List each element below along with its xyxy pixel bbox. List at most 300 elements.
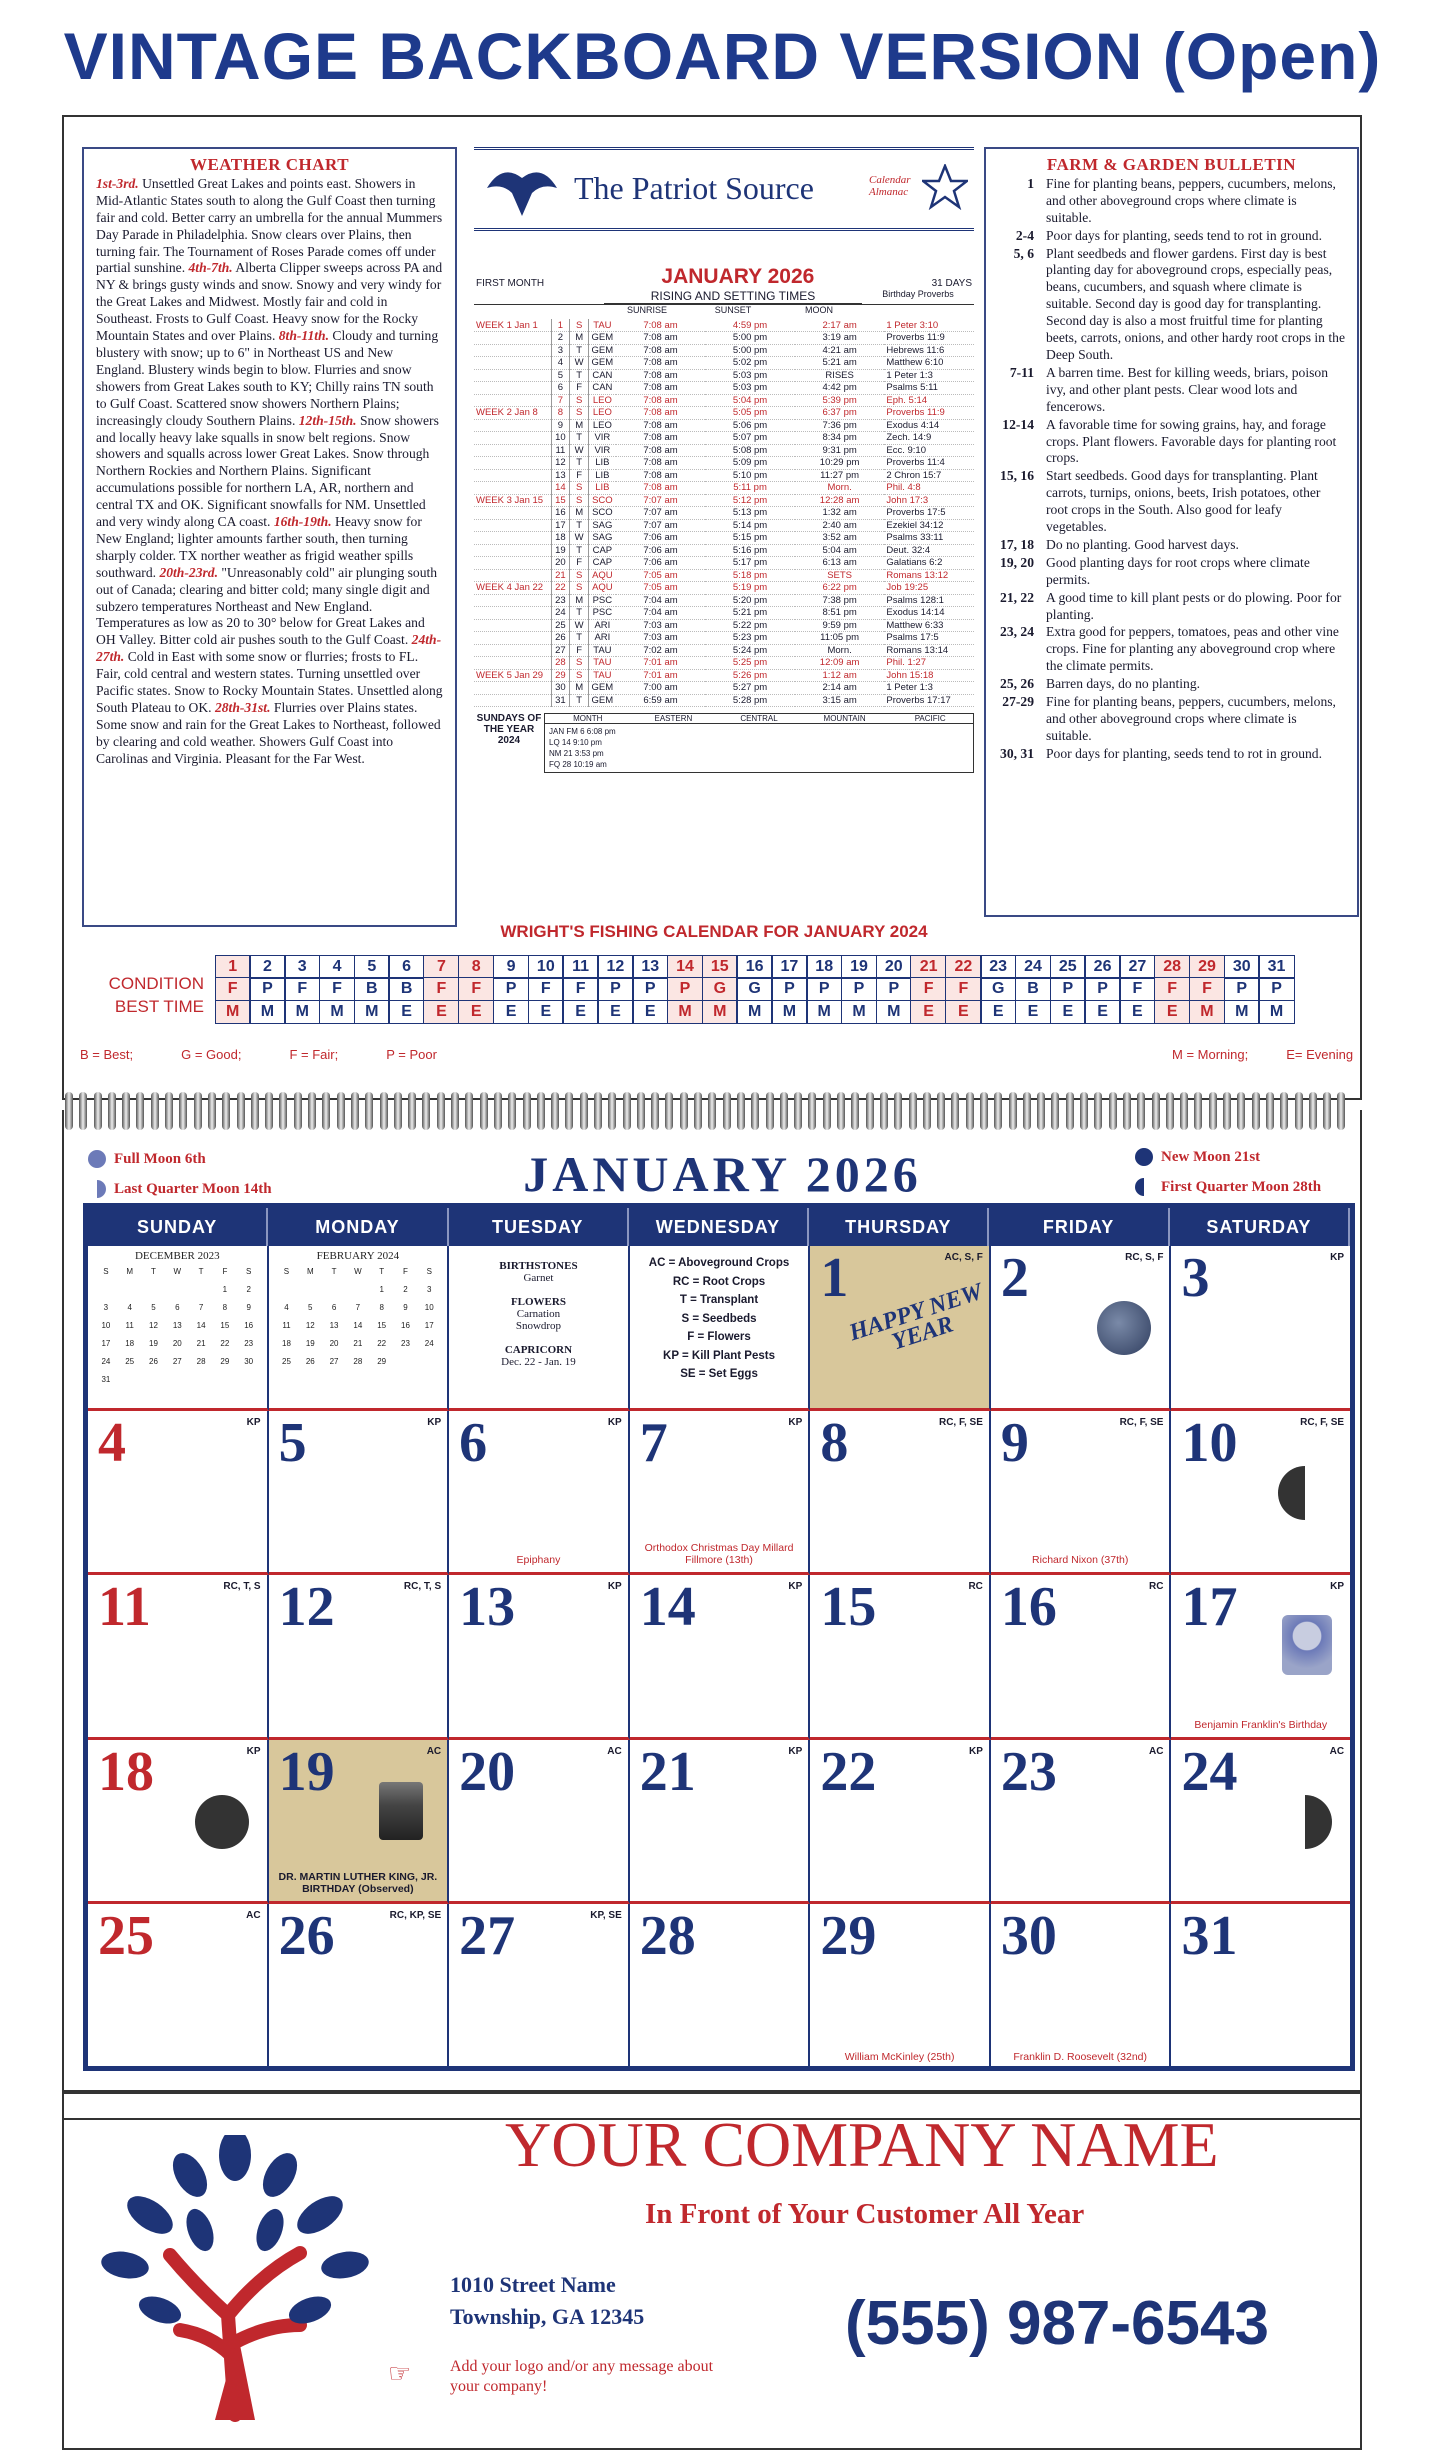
moon-phase-icon xyxy=(195,1795,249,1849)
mini-dow: M xyxy=(306,1266,314,1276)
fishing-day: 13 xyxy=(632,955,668,979)
farm-text: Barren days, do no planting. xyxy=(1046,676,1201,692)
mini-day: 8 xyxy=(222,1302,228,1312)
mini-day: 22 xyxy=(220,1338,230,1348)
farm-days: 27-29 xyxy=(1002,694,1034,710)
planting-code: RC, F, SE xyxy=(1300,1416,1345,1428)
week-label xyxy=(474,394,551,407)
fishing-condition: F xyxy=(562,977,598,1001)
mini-week xyxy=(275,1352,442,1370)
weather-text: Alberta Clipper sweeps across PA and NY & brings gusty winds and snow. Snowy and very windy for the Great Lakes and Midwest. Mostly fair and cold in Southeast. Frosts to Gulf Coast. Heavy snow for the Rocky Mountain States and over Plains. xyxy=(96,260,443,344)
day-number: 12 xyxy=(551,457,570,470)
birthday-proverb: Romans 13:14 xyxy=(884,644,974,657)
day-number: 9 xyxy=(551,419,570,432)
mini-december-table xyxy=(94,1262,261,1388)
day-note: DR. MARTIN LUTHER KING, JR. BIRTHDAY (Observed) xyxy=(278,1871,438,1895)
day-cell-20[interactable] xyxy=(449,1740,630,1905)
mini-day: 26 xyxy=(149,1356,158,1366)
patriot-source-logo xyxy=(474,147,974,231)
day-number: 6 xyxy=(551,382,570,395)
fishing-time: E xyxy=(458,1000,494,1024)
almanac-row xyxy=(474,469,974,482)
weather-date-range: 20th-23rd. xyxy=(159,564,218,580)
day-number: 23 xyxy=(551,594,570,607)
day-number: 19 xyxy=(551,544,570,557)
day-number: 31 xyxy=(551,694,570,707)
day-number: 28 xyxy=(551,657,570,670)
moon-time: 6:13 am xyxy=(795,557,885,570)
day-cell-14[interactable] xyxy=(630,1575,811,1740)
fishing-day: 2 xyxy=(249,955,285,979)
sunset-time: 5:00 pm xyxy=(705,332,795,345)
sunrise-time: 7:08 am xyxy=(616,344,706,357)
moon-time: 10:29 pm xyxy=(795,457,885,470)
mini-day: 7 xyxy=(355,1302,361,1312)
mini-day: 18 xyxy=(125,1338,135,1348)
fishing-time: E xyxy=(597,1000,633,1024)
week-label xyxy=(474,457,551,470)
farm-garden-list xyxy=(998,176,1345,763)
zodiac-sign: AQU xyxy=(589,569,616,582)
planting-code: KP xyxy=(788,1581,803,1592)
farm-row xyxy=(998,176,1345,227)
sunset-time: 5:14 pm xyxy=(705,519,795,532)
mini-day: 24 xyxy=(424,1338,434,1348)
day-cell-1[interactable] xyxy=(810,1246,991,1411)
day-note: Richard Nixon (37th) xyxy=(1032,1554,1129,1566)
week-label: WEEK 2 Jan 8 xyxy=(474,407,551,420)
sunrise-time: 7:04 am xyxy=(616,594,706,607)
spacer xyxy=(449,1284,628,1296)
farm-text: Do no planting. Good harvest days. xyxy=(1046,536,1239,552)
sunrise-time: 7:08 am xyxy=(616,482,706,495)
fishing-condition: P xyxy=(1050,977,1086,1001)
mini-day: 24 xyxy=(101,1356,111,1366)
mini-day: 6 xyxy=(331,1302,337,1312)
mini-dow: M xyxy=(126,1266,134,1276)
planting-code: RC, T, S xyxy=(223,1581,261,1592)
week-label xyxy=(474,507,551,520)
birthstone-h1: BIRTHSTONES xyxy=(499,1260,578,1272)
day-note: Epiphany xyxy=(516,1554,561,1566)
day-note: Franklin D. Roosevelt (32nd) xyxy=(1013,2050,1147,2063)
almanac-row xyxy=(474,582,974,595)
farm-days: 12-14 xyxy=(1002,416,1034,432)
fishing-day: 8 xyxy=(458,955,494,979)
moon-phase-icon xyxy=(1278,1795,1332,1849)
fishing-day: 30 xyxy=(1224,955,1260,979)
fishing-day: 9 xyxy=(493,955,529,979)
mini-february xyxy=(275,1250,442,1370)
mini-day xyxy=(118,1370,142,1388)
day-letter: S xyxy=(570,407,589,420)
farm-text: Fine for planting beans, peppers, cucumbers, melons, and other aboveground crops where climate is suitable. xyxy=(1046,175,1336,225)
almanac-row xyxy=(474,419,974,432)
almanac-row xyxy=(474,332,974,345)
week-label xyxy=(474,632,551,645)
mini-day xyxy=(118,1280,142,1298)
fishing-time: M xyxy=(319,1000,355,1024)
day-cell-27[interactable] xyxy=(449,1904,630,2069)
code-legend-item: AC = Aboveground Crops xyxy=(648,1257,790,1269)
day-cell-8[interactable] xyxy=(810,1411,991,1576)
week-label xyxy=(474,344,551,357)
day-letter: T xyxy=(570,432,589,445)
fishing-day: 29 xyxy=(1189,955,1225,979)
happy-new-year-text: HAPPY NEW YEAR xyxy=(846,1278,987,1356)
almanac-row xyxy=(474,544,974,557)
week-label xyxy=(474,607,551,620)
fishing-day: 18 xyxy=(806,955,842,979)
moon-time: 1:32 am xyxy=(795,507,885,520)
mini-day xyxy=(142,1370,166,1388)
planting-code: KP xyxy=(788,1416,803,1428)
mini-day: 21 xyxy=(353,1338,363,1348)
day-cell-9[interactable] xyxy=(991,1411,1172,1576)
weather-date-range: 4th-7th. xyxy=(188,260,233,276)
planting-code: KP xyxy=(1330,1252,1345,1263)
moon-phase-icon xyxy=(1278,1466,1332,1520)
day-cell-17[interactable] xyxy=(1171,1575,1350,1740)
day-number: 11 xyxy=(551,444,570,457)
farm-garden-panel xyxy=(984,147,1359,917)
zodiac-sign: GEM xyxy=(589,332,616,345)
mini-day xyxy=(346,1280,370,1298)
almanac-sheet xyxy=(62,115,1362,1100)
farm-text: A barren time. Best for killing weeds, briars, poison ivy, and other plant pests. Clear wood lots and fencerows. xyxy=(1046,364,1329,414)
zodiac-sign: TAU xyxy=(589,669,616,682)
moon-time: 3:19 am xyxy=(795,332,885,345)
day-cell-26[interactable] xyxy=(269,1904,450,2069)
page-headline: VINTAGE BACKBOARD VERSION (Open) xyxy=(63,19,1382,93)
birthday-proverb: Matthew 6:33 xyxy=(884,619,974,632)
weather-text: Unsettled Great Lakes and points east. Showers in Mid-Atlantic States south to along the Gulf Coast then turning fair and cold. Better carry an umbrella for the annual Mummers Day Parade in Philadelphia. Snow clears over Plains, then turning fair. The Tournament of Roses Parade comes off under partial sunshine. xyxy=(96,175,443,276)
fishing-day: 20 xyxy=(876,955,912,979)
day-cell-2[interactable] xyxy=(991,1246,1172,1411)
week-label xyxy=(474,544,551,557)
fishing-condition: F xyxy=(284,977,320,1001)
day-number: 13 xyxy=(459,1576,516,1638)
fishing-day: 10 xyxy=(528,955,564,979)
day-cell-22[interactable] xyxy=(810,1740,991,1905)
fishing-condition: P xyxy=(806,977,842,1001)
fishing-calendar xyxy=(64,922,1364,1020)
fishing-row-time xyxy=(216,1001,1295,1024)
day-letter: T xyxy=(570,457,589,470)
mini-day: 7 xyxy=(198,1302,204,1312)
mini-february-table xyxy=(275,1262,442,1370)
planting-code: RC, F, SE xyxy=(1119,1416,1164,1428)
planting-code: KP xyxy=(607,1416,622,1428)
birthday-proverb: Romans 13:12 xyxy=(884,569,974,582)
farm-text: Poor days for planting, seeds tend to rot in ground. xyxy=(1046,745,1322,761)
week-label: WEEK 3 Jan 15 xyxy=(474,494,551,507)
day-letter: F xyxy=(570,644,589,657)
mini-day xyxy=(322,1280,346,1298)
mini-day: 9 xyxy=(403,1302,408,1312)
weather-text: "Unreasonably cold" air plunging south out of Canada; clearing and bitter cold; many single digit and subzero temperatures Northeast and New England. Temperatures as low as 20 to 30° below for Great Lakes and OH Valley. Bitter cold air pushes south to the Gulf Coast. xyxy=(96,564,438,648)
fishing-day: 27 xyxy=(1119,955,1155,979)
day-number: 30 xyxy=(1000,1905,1057,1967)
moon-time: 1:12 am xyxy=(795,669,885,682)
fishing-condition: F xyxy=(458,977,494,1001)
weather-chart-text xyxy=(96,176,443,768)
day-number: 26 xyxy=(551,632,570,645)
week-label xyxy=(474,619,551,632)
fishing-time: M xyxy=(736,1000,772,1024)
day-number: 16 xyxy=(551,507,570,520)
almanac-row xyxy=(474,557,974,570)
mini-day xyxy=(213,1370,237,1388)
almanac-row xyxy=(474,694,974,707)
sunset-time: 5:03 pm xyxy=(705,369,795,382)
day-cell-12[interactable] xyxy=(269,1575,450,1740)
day-cell-24[interactable] xyxy=(1171,1740,1350,1905)
day-cell-5[interactable] xyxy=(269,1411,450,1576)
zodiac-sign: AQU xyxy=(589,582,616,595)
day-number: 19 xyxy=(278,1740,335,1803)
day-number: 3 xyxy=(551,344,570,357)
birthday-proverb: 1 Peter 1:3 xyxy=(884,682,974,695)
sunset-time: 5:15 pm xyxy=(705,532,795,545)
fishing-day: 11 xyxy=(562,955,598,979)
new-moon-label: New Moon 21st xyxy=(1135,1148,1260,1166)
moon-time: RISES xyxy=(795,369,885,382)
fishing-time: M xyxy=(702,1000,738,1024)
mini-day: 1 xyxy=(222,1284,228,1294)
day-cell-4[interactable] xyxy=(88,1411,269,1576)
mini-day: 22 xyxy=(377,1338,387,1348)
zodiac-sign: VIR xyxy=(589,432,616,445)
farm-text: A good time to kill plant pests or do plowing. Poor for planting. xyxy=(1046,589,1342,622)
birthday-proverb: Proverbs 17:17 xyxy=(884,694,974,707)
fishing-time: M xyxy=(876,1000,912,1024)
day-number: 6 xyxy=(459,1411,488,1474)
moon-time: 11:05 pm xyxy=(795,632,885,645)
farm-row xyxy=(998,746,1345,763)
pointing-hand-icon: ☞ xyxy=(388,2358,412,2388)
day-letter: T xyxy=(570,607,589,620)
day-letter: W xyxy=(570,444,589,457)
sunset-time: 5:17 pm xyxy=(705,557,795,570)
birthday-proverb: Psalms 17:5 xyxy=(884,632,974,645)
day-cell-18[interactable] xyxy=(88,1740,269,1905)
day-cell-31[interactable] xyxy=(1171,1904,1350,2069)
street-address: 1010 Street Name xyxy=(450,2272,616,2297)
day-cell-29[interactable] xyxy=(810,1904,991,2069)
mini-day: 3 xyxy=(103,1302,109,1312)
fishing-condition: F xyxy=(319,977,355,1001)
calendar-cell[interactable] xyxy=(449,1246,630,1411)
zodiac-sign: SCO xyxy=(589,507,616,520)
fishing-day: 17 xyxy=(771,955,807,979)
moon-time: 3:15 am xyxy=(795,694,885,707)
week-label xyxy=(474,469,551,482)
fishing-row-days xyxy=(216,956,1295,979)
day-number: 18 xyxy=(551,532,570,545)
day-cell-30[interactable] xyxy=(991,1904,1172,2069)
birthday-proverb: John 17:3 xyxy=(884,494,974,507)
planting-code: KP xyxy=(1330,1581,1345,1592)
moon-time: 12:28 am xyxy=(795,494,885,507)
mini-day xyxy=(142,1280,166,1298)
birthday-proverb: Proverbs 11:9 xyxy=(884,407,974,420)
fishing-time: M xyxy=(806,1000,842,1024)
calendar-cell[interactable] xyxy=(88,1246,269,1411)
fishing-legend-right xyxy=(1172,1047,1353,1062)
calendar-cell[interactable] xyxy=(630,1246,811,1411)
fishing-time: E xyxy=(945,1000,981,1024)
first-quarter-label: First Quarter Moon 28th xyxy=(1135,1178,1321,1196)
moon-time: 3:52 am xyxy=(795,532,885,545)
farm-days: 2-4 xyxy=(1015,227,1034,243)
fishing-condition: F xyxy=(1119,977,1155,1001)
day-number: 18 xyxy=(98,1740,154,1803)
zodiac-sign: SAG xyxy=(589,532,616,545)
birthday-proverb: Deut. 32:4 xyxy=(884,544,974,557)
birthday-proverb: John 15:18 xyxy=(884,669,974,682)
day-letter: T xyxy=(570,544,589,557)
fishing-condition: P xyxy=(493,977,529,1001)
fishing-day: 25 xyxy=(1050,955,1086,979)
sunset-time: 5:02 pm xyxy=(705,357,795,370)
fishing-condition: P xyxy=(667,977,703,1001)
farm-garden-title: FARM & GARDEN BULLETIN xyxy=(1046,155,1297,174)
sunrise-time: 7:08 am xyxy=(616,369,706,382)
day-cell-16[interactable] xyxy=(991,1575,1172,1740)
almanac-row xyxy=(474,494,974,507)
day-cell-6[interactable] xyxy=(449,1411,630,1576)
day-number: 14 xyxy=(551,482,570,495)
birthstone-v2a: Carnation xyxy=(516,1308,561,1320)
fishing-time: E xyxy=(980,1000,1016,1024)
day-letter: M xyxy=(570,594,589,607)
day-number: 3 xyxy=(1181,1247,1210,1309)
fishing-legend-item: B = Best; xyxy=(80,1047,134,1062)
day-cell-15[interactable] xyxy=(810,1575,991,1740)
birthday-proverb: 1 Peter 3:10 xyxy=(884,319,974,332)
ad-message: Add your logo and/or any message about your company! xyxy=(450,2358,714,2395)
mini-december-title: DECEMBER 2023 xyxy=(134,1250,220,1262)
day-letter: S xyxy=(570,669,589,682)
fishing-condition: P xyxy=(1224,977,1260,1001)
fishing-time: E xyxy=(423,1000,459,1024)
day-cell-7[interactable] xyxy=(630,1411,811,1576)
fishing-time: E xyxy=(1084,1000,1120,1024)
mini-day: 28 xyxy=(196,1356,206,1366)
sunset-time: 5:21 pm xyxy=(705,607,795,620)
day-note: Benjamin Franklin's Birthday xyxy=(1194,1718,1328,1731)
day-cell-23[interactable] xyxy=(991,1740,1172,1905)
fishing-condition: B xyxy=(388,977,424,1001)
mini-day: 18 xyxy=(282,1338,291,1348)
farm-row xyxy=(998,228,1345,245)
mini-day: 12 xyxy=(149,1320,158,1330)
mini-week xyxy=(94,1316,261,1334)
weather-date-range: 24th-27th. xyxy=(96,632,442,665)
sunset-time: 5:18 pm xyxy=(705,569,795,582)
calendar-week xyxy=(88,1575,1350,1740)
almanac-row xyxy=(474,669,974,682)
day-number: 27 xyxy=(551,644,570,657)
day-cell-3[interactable] xyxy=(1171,1246,1350,1411)
fishing-row-condition xyxy=(216,979,1295,1002)
weather-chart-title: WEATHER CHART xyxy=(189,155,350,174)
fishing-time: E xyxy=(1050,1000,1086,1024)
day-cell-28[interactable] xyxy=(630,1904,811,2069)
almanac-row xyxy=(474,507,974,520)
day-number: 2 xyxy=(1000,1247,1029,1309)
mini-day: 15 xyxy=(377,1320,387,1330)
mini-week xyxy=(275,1334,442,1352)
day-number: 4 xyxy=(551,357,570,370)
mini-day: 16 xyxy=(401,1320,410,1330)
mini-day: 27 xyxy=(172,1356,182,1366)
zodiac-sign: LEO xyxy=(589,407,616,420)
day-number: 5 xyxy=(278,1411,307,1474)
sunset-time: 5:24 pm xyxy=(705,644,795,657)
day-cell-21[interactable] xyxy=(630,1740,811,1905)
calendar-week xyxy=(88,1904,1350,2069)
sunrise-time: 7:06 am xyxy=(616,532,706,545)
planting-code: KP xyxy=(788,1745,803,1757)
day-cell-19[interactable] xyxy=(269,1740,450,1905)
mini-day: 29 xyxy=(220,1356,230,1366)
day-letter: S xyxy=(570,494,589,507)
farm-row xyxy=(998,590,1345,624)
day-letter: F xyxy=(570,382,589,395)
mini-day xyxy=(298,1280,322,1298)
mini-day: 13 xyxy=(329,1320,339,1330)
birthday-proverb: Exodus 14:14 xyxy=(884,607,974,620)
farm-days: 1 xyxy=(1027,175,1034,191)
mini-dow: S xyxy=(283,1266,290,1276)
almanac-row xyxy=(474,594,974,607)
day-number: 11 xyxy=(98,1576,151,1638)
fishing-legend-item: G = Good; xyxy=(181,1047,242,1062)
fishing-condition: F xyxy=(945,977,981,1001)
birthday-proverb: Exodus 4:14 xyxy=(884,419,974,432)
day-letter: F xyxy=(570,557,589,570)
mini-day: 4 xyxy=(127,1302,132,1312)
week-label xyxy=(474,519,551,532)
sunset-time: 5:06 pm xyxy=(705,419,795,432)
sunset-time: 5:28 pm xyxy=(705,694,795,707)
birthday-proverb: Psalms 128:1 xyxy=(884,594,974,607)
day-cell-13[interactable] xyxy=(449,1575,630,1740)
company-tagline: In Front of Your Customer All Year xyxy=(645,2198,1085,2230)
sunrise-time: 7:01 am xyxy=(616,657,706,670)
mini-day xyxy=(189,1280,213,1298)
day-number: 1 xyxy=(820,1247,849,1309)
moon-col-header: PACIFIC xyxy=(914,714,946,723)
fishing-condition: P xyxy=(597,977,633,1001)
mini-week xyxy=(94,1334,261,1352)
day-cell-10[interactable] xyxy=(1171,1411,1350,1576)
mini-day: 23 xyxy=(244,1338,254,1348)
day-cell-11[interactable] xyxy=(88,1575,269,1740)
farm-row xyxy=(998,676,1345,693)
fishing-time: M xyxy=(667,1000,703,1024)
farm-days: 17, 18 xyxy=(1000,536,1034,552)
day-number: 27 xyxy=(459,1905,516,1967)
day-cell-25[interactable] xyxy=(88,1904,269,2069)
weekday-thursday: THURSDAY xyxy=(809,1208,989,1246)
calendar-cell[interactable] xyxy=(269,1246,450,1411)
day-number: 10 xyxy=(1181,1411,1238,1474)
fishing-time: E xyxy=(632,1000,668,1024)
sunrise-time: 7:08 am xyxy=(616,457,706,470)
